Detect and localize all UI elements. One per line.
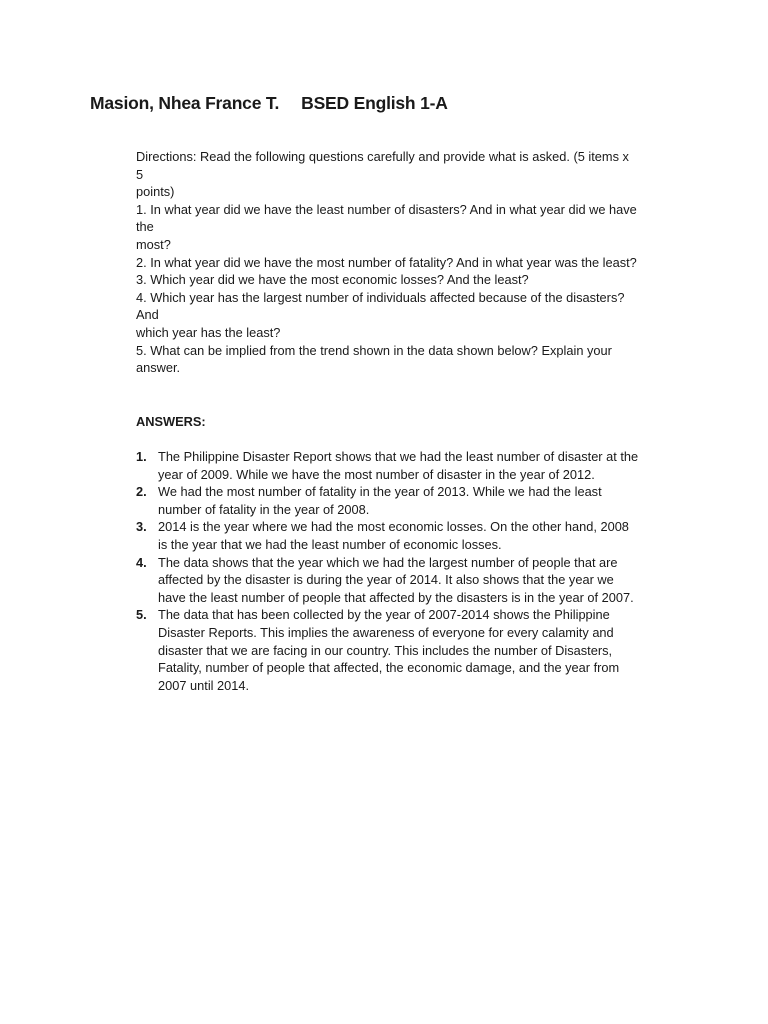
question-line: answer. [136,360,181,376]
answer-line: have the least number of people that affected by the disasters is in the year of 2007. [158,589,634,605]
directions-block [136,148,637,377]
answer-line: Disaster Reports. This implies the awareness of everyone for every calamity and [158,624,614,640]
directions-line: Directions: Read the following questions carefully and provide what is asked. (5 items x [136,149,629,164]
directions-line: points) [136,184,175,200]
question-line: most? [136,236,171,252]
answer-item [136,554,696,607]
answer-line: We had the most number of fatality in the year of 2013. While we had the least [158,484,602,500]
question-line: 4. Which year has the largest number of individuals affected because of the disasters? [136,289,625,305]
answer-line: The data that has been collected by the year of 2007-2014 shows the Philippine [158,607,610,623]
answer-item [136,518,696,553]
question-line: And [136,307,159,323]
course-section: BSED English 1-A [301,93,448,113]
answer-number: 2. [136,484,147,500]
answer-item [136,448,696,483]
student-name: Masion, Nhea France T. [90,93,280,113]
answer-item [136,483,696,518]
answer-line: The Philippine Disaster Report shows that we had the least number of disaster at the [158,449,639,464]
answers-list [136,448,696,694]
directions-line: 5 [136,166,144,182]
answer-line: disaster that we are facing in our country. This includes the number of Disasters, [158,642,613,658]
question-line: 5. What can be implied from the trend shown in the data shown below? Explain your [136,342,612,358]
answer-number: 1. [136,449,147,464]
question-line: 1. In what year did we have the least number of disasters? And in what year did we have [136,201,637,217]
question-line: which year has the least? [136,324,281,340]
answer-number: 3. [136,519,147,535]
answer-line: 2014 is the year where we had the most economic losses. On the other hand, 2008 [158,519,629,535]
answer-line: year of 2009. While we have the most number of disaster in the year of 2012. [158,466,595,482]
answer-line: The data shows that the year which we had the largest number of people that are [158,554,618,570]
answer-line: 2007 until 2014. [158,677,250,693]
question-line: 3. Which year did we have the most economic losses? And the least? [136,272,529,288]
answer-line: affected by the disaster is during the year of 2014. It also shows that the year we [158,572,614,588]
answer-line: Fatality, number of people that affected, the economic damage, and the year from [158,660,620,676]
question-line: 2. In what year did we have the most number of fatality? And in what year was the least? [136,254,637,270]
answer-line: is the year that we had the least number of economic losses. [158,536,502,552]
answer-number: 4. [136,554,147,570]
answer-number: 5. [136,607,147,623]
answer-line: number of fatality in the year of 2008. [158,501,370,517]
document-title [90,93,470,114]
answers-heading: ANSWERS: [136,414,206,429]
answer-item [136,606,696,694]
question-line: the [136,219,154,235]
